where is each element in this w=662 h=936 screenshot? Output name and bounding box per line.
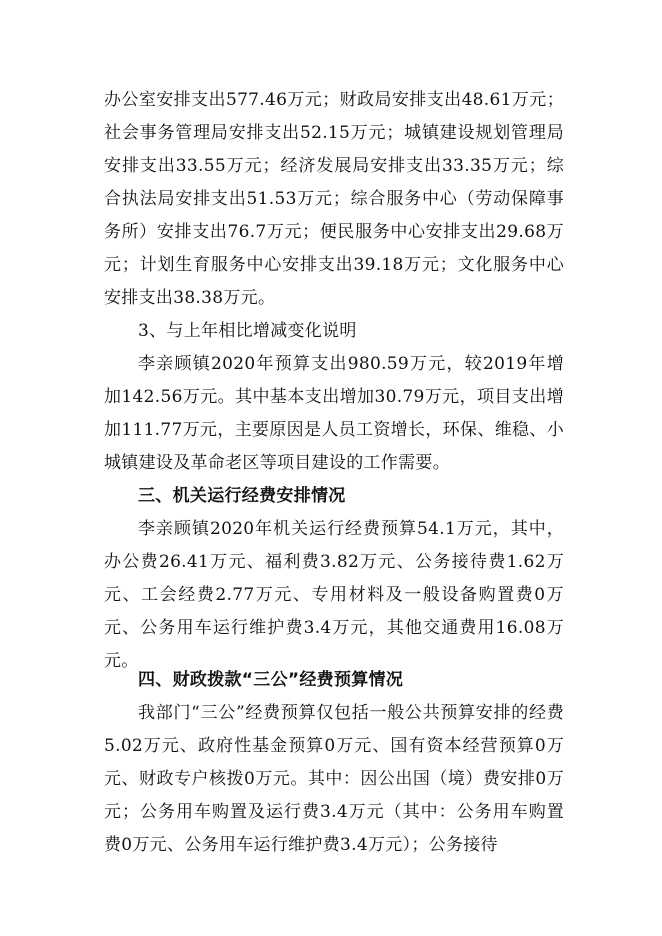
paragraph-year-change: 李亲顾镇2020年预算支出980.59万元，较2019年增加142.56万元。其中基本支出增加30.79万元，项目支出增加111.77万元，主要原因是人员工资增长，环保、维稳、小城镇建设及革命老区等项目建设的工作需要。 [104, 354, 564, 473]
section-heading-three-public-expenses: 四、财政拨款“三公”经费预算情况 [138, 670, 404, 690]
paragraph-three-public-expenses: 我部门“三公”经费预算仅包括一般公共预算安排的经费5.02万元、政府性基金预算0万元、国有资本经营预算0万元、财政专户核拨0万元。其中：因公出国（境）费安排0万元；公务用车购置及运行费3.4万元（其中：公务用车购置费0万元、公务用车运行维护费3.4万元）；公务接待 [104, 703, 564, 855]
paragraph-operating-costs: 李亲顾镇2020年机关运行经费预算54.1万元，其中，办公费26.41万元、福利费3.82万元、公务接待费1.62万元、工会经费2.77万元、专用材料及一般设备购置费0万元、公务用车运行维护费3.4万元，其他交通费用16.08万元。 [104, 519, 564, 671]
subheading-year-change: 3、与上年相比增减变化说明 [138, 321, 357, 341]
paragraph-department-expenses: 办公室安排支出577.46万元；财政局安排支出48.61万元；社会事务管理局安排支出52.15万元；城镇建设规划管理局安排支出33.55万元；经济发展局安排支出33.35万元；综合执法局安排支出51.53万元；综合服务中心（劳动保障事务所）安排支出76.7万元；便民服务中心安排支出29.68万元；计划生育服务中心安排支出39.18万元；文化服务中心安排支出38.38万元。 [104, 90, 564, 308]
section-heading-operating-costs: 三、机关运行经费安排情况 [138, 486, 346, 506]
